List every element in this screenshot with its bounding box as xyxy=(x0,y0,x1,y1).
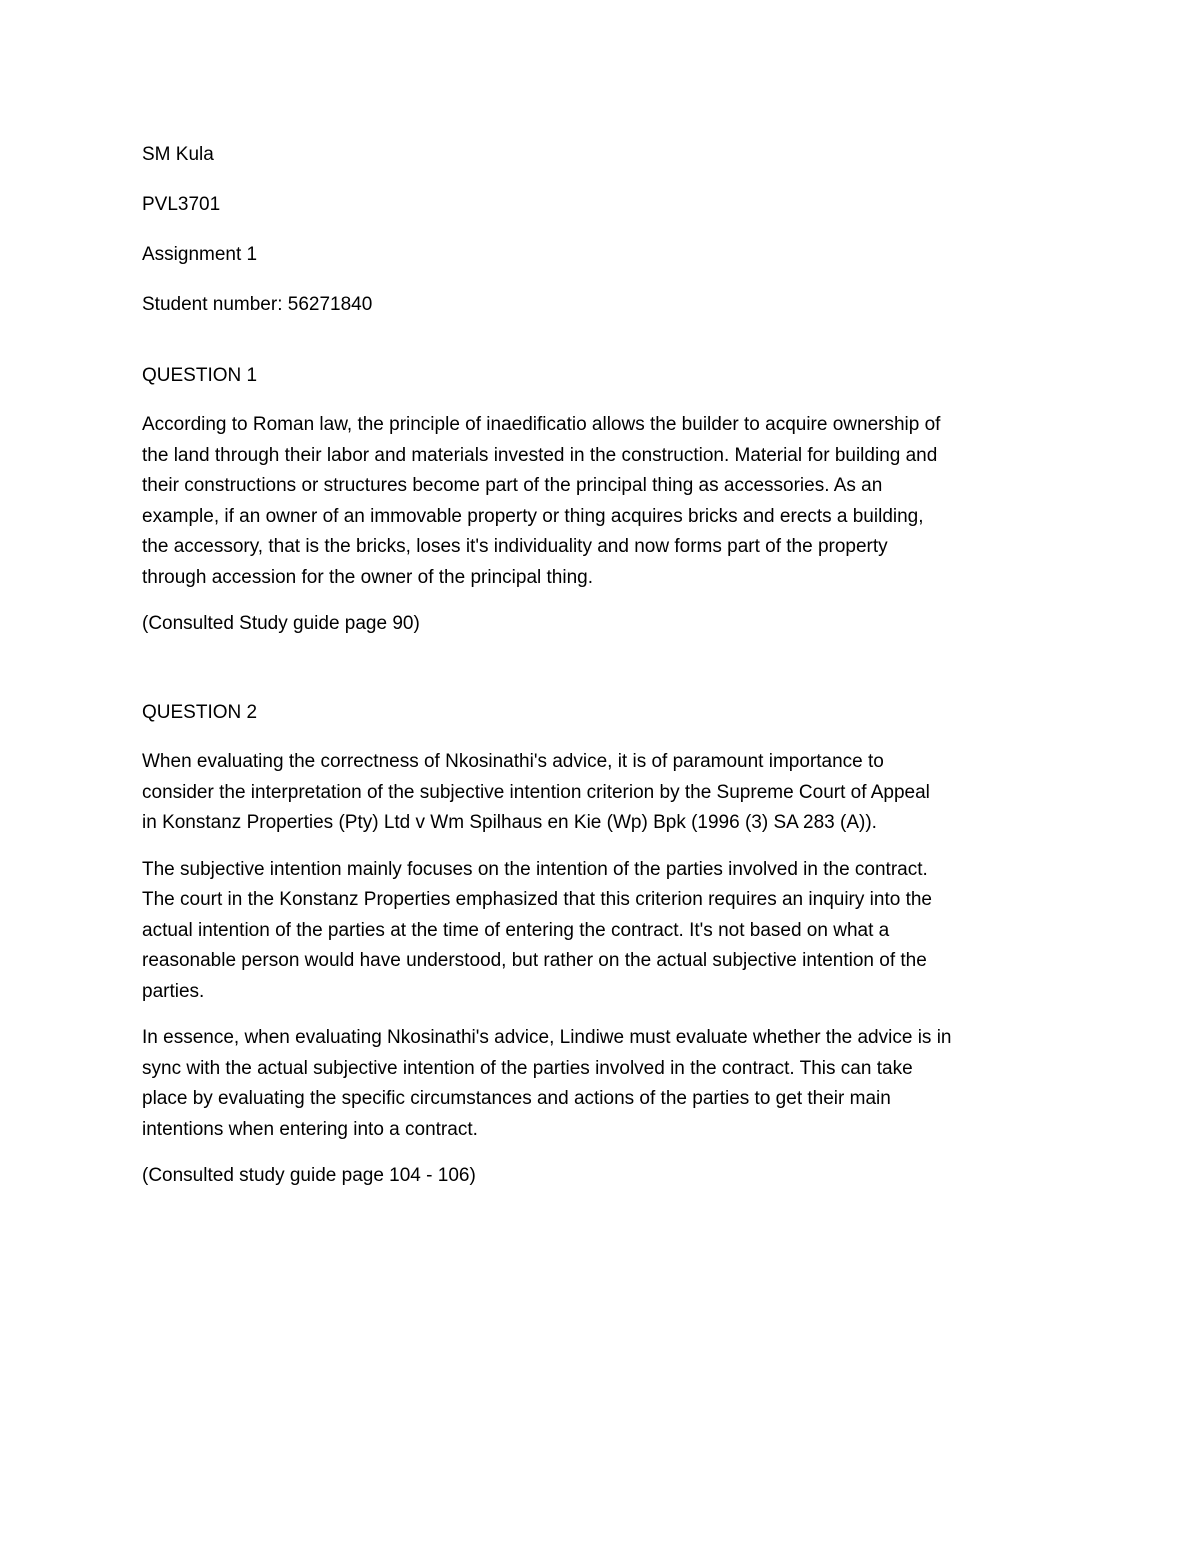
author-name: SM Kula xyxy=(142,144,214,165)
text-line: The court in the Konstanz Properties emphasized that this criterion requires an inquiry into the xyxy=(142,889,932,910)
text-line: reasonable person would have understood, but rather on the actual subjective intention of the xyxy=(142,950,927,971)
question-2-paragraph-2 xyxy=(142,855,1072,1008)
text-line: The subjective intention mainly focuses on the intention of the parties involved in the contract. xyxy=(142,858,928,880)
text-line: the land through their labor and materials invested in the construction. Material for building and xyxy=(142,444,938,466)
text-line: When evaluating the correctness of Nkosinathi's advice, it is of paramount importance to xyxy=(142,751,884,772)
text-line: their constructions or structures become part of the principal thing as accessories. As an xyxy=(142,475,883,496)
spacer xyxy=(142,321,1072,361)
text-line: place by evaluating the specific circumstances and actions of the parties to get their main xyxy=(142,1088,891,1109)
question-1-heading: QUESTION 1 xyxy=(142,364,258,386)
text-line: intentions when entering into a contract. xyxy=(142,1118,478,1140)
text-line: through accession for the owner of the principal thing. xyxy=(142,566,593,588)
module-code: PVL3701 xyxy=(142,194,221,215)
text-line: actual intention of the parties at the time of entering the contract. It's not based on what a xyxy=(142,919,890,941)
question-2-heading: QUESTION 2 xyxy=(142,701,258,723)
assignment-title: Assignment 1 xyxy=(142,244,258,265)
text-line: According to Roman law, the principle of inaedificatio allows the builder to acquire ownership of xyxy=(142,414,941,435)
question-1-body xyxy=(142,410,1072,593)
document-page xyxy=(142,140,1072,1192)
text-line: parties. xyxy=(142,980,205,1002)
question-1-citation: (Consulted Study guide page 90) xyxy=(142,613,420,634)
question-2-paragraph-3 xyxy=(142,1023,1072,1145)
question-2-paragraph-1 xyxy=(142,747,1072,839)
text-line: consider the interpretation of the subjective intention criterion by the Supreme Court of Appeal xyxy=(142,781,930,803)
text-line: example, if an owner of an immovable property or thing acquires bricks and erects a building, xyxy=(142,505,924,527)
spacer xyxy=(142,640,1072,698)
question-2-citation: (Consulted study guide page 104 - 106) xyxy=(142,1165,476,1186)
text-line: sync with the actual subjective intention of the parties involved in the contract. This can take xyxy=(142,1057,913,1079)
student-number: Student number: 56271840 xyxy=(142,294,373,315)
text-line: in Konstanz Properties (Pty) Ltd v Wm Spilhaus en Kie (Wp) Bpk (1996 (3) SA 283 (A)). xyxy=(142,812,877,833)
text-line: the accessory, that is the bricks, loses it's individuality and now forms part of the property xyxy=(142,536,888,557)
text-line: In essence, when evaluating Nkosinathi's advice, Lindiwe must evaluate whether the advice is in xyxy=(142,1027,952,1048)
